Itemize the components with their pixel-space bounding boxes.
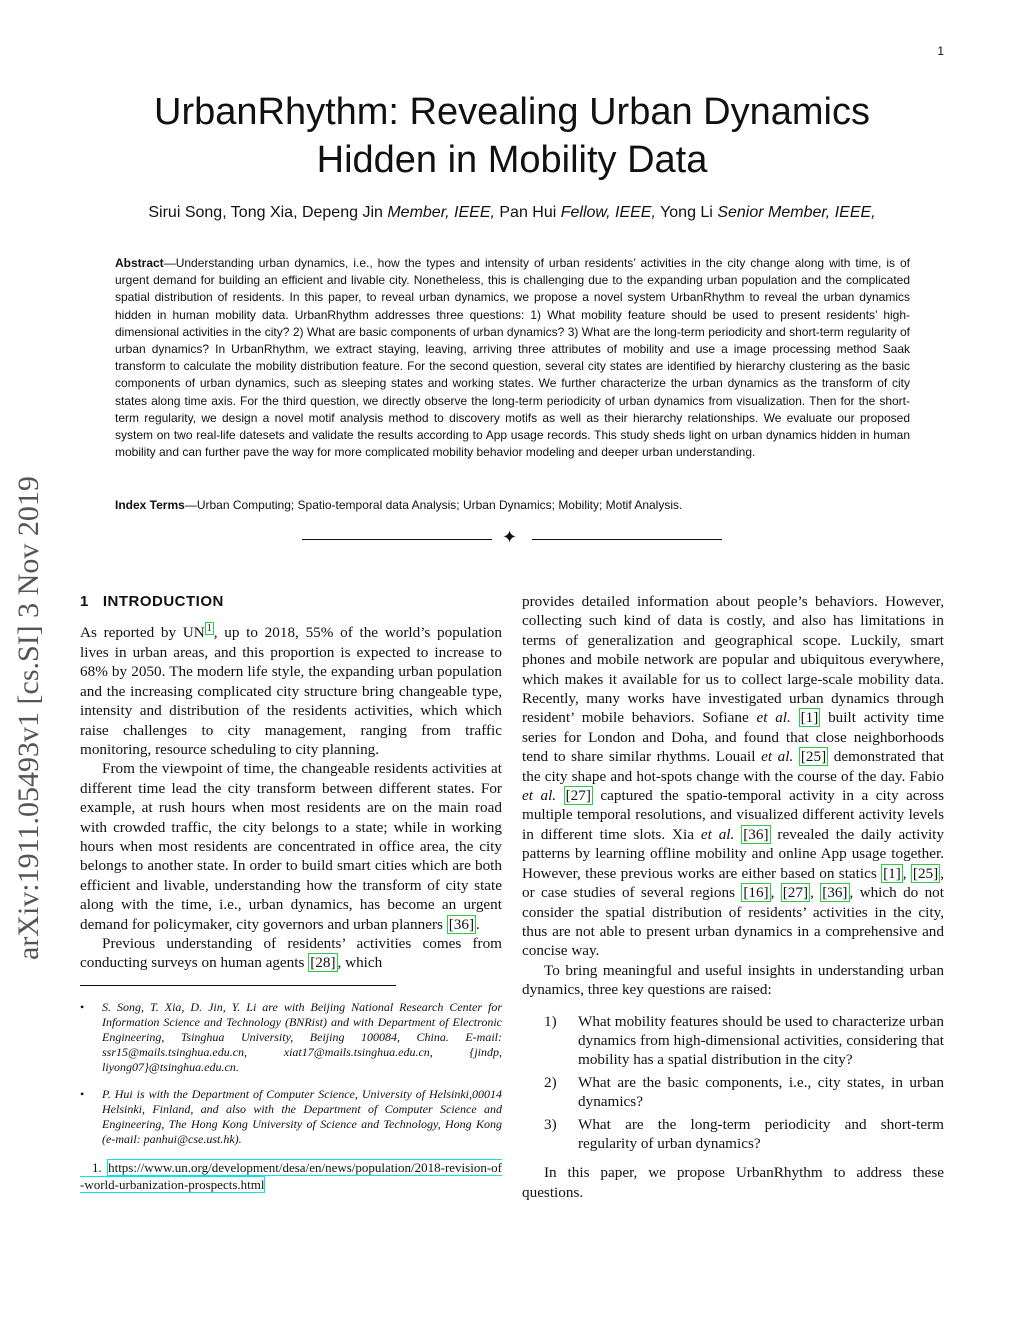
text-span: , xyxy=(770,884,781,902)
question-number: 3) xyxy=(544,1115,557,1133)
text-span: et al. xyxy=(756,709,791,727)
citation-link[interactable]: [25] xyxy=(912,864,939,882)
citation-link[interactable]: [36] xyxy=(822,884,848,902)
divider-line-left xyxy=(302,539,492,540)
bullet-icon: • xyxy=(80,1086,85,1101)
footnotes xyxy=(80,1000,502,1147)
citation-link[interactable]: [28] xyxy=(310,954,336,972)
section-title: INTRODUCTION xyxy=(102,593,224,610)
citation-link[interactable]: [1] xyxy=(883,864,901,882)
section-number: 1 xyxy=(80,593,89,610)
text-span: captured the spatio-temporal activity in a city across multiple temporal resolutions, and visualized different activity levels in different time slots. Xia xyxy=(522,787,945,843)
citation-link[interactable]: [27] xyxy=(782,884,809,902)
footnote-rule xyxy=(80,985,396,986)
title-line-1: UrbanRhythm: Revealing Urban Dynamics xyxy=(154,91,870,133)
intro-paragraph-6: In this paper, we propose UrbanRhythm to address these questions. xyxy=(522,1164,944,1201)
bullet-icon: • xyxy=(80,999,85,1014)
text-span: , xyxy=(810,884,821,902)
section-divider xyxy=(302,527,722,547)
url-footnote-number: 1. xyxy=(92,1159,102,1175)
question-number: 1) xyxy=(544,1012,557,1030)
citation-link[interactable]: [27] xyxy=(565,787,591,805)
text-span: , which xyxy=(337,954,383,972)
text-span: As reported by UN xyxy=(80,624,205,642)
text-span: , which do not consider the spatial distribution of residents’ activities in the city, thus are not able to present urban dynamics in a comprehensive and concise way. xyxy=(522,884,944,960)
index-terms xyxy=(115,498,910,512)
citation-link[interactable]: [36] xyxy=(448,915,475,933)
text-span: revealed the daily activity patterns by learning offline mobility and online App usage together. However, these previous works are either based on statics xyxy=(522,825,944,882)
question-item xyxy=(522,1115,944,1154)
authors-group-1-role: Member, IEEE, xyxy=(387,204,495,221)
author-list xyxy=(60,204,964,222)
text-span: . xyxy=(476,915,480,933)
citation-link[interactable]: [25] xyxy=(800,748,827,766)
divider-star-icon: ✦ xyxy=(502,527,518,547)
page-number: 1 xyxy=(937,44,944,58)
url-footnote xyxy=(80,1159,502,1193)
url-footnote-link[interactable]: https://www.un.org/development/desa/en/news/population/2018-revision-of-world-urbanization-prospects.html xyxy=(80,1159,502,1192)
intro-paragraph-1 xyxy=(80,619,502,759)
index-terms-text: —Urban Computing; Spatio-temporal data Analysis; Urban Dynamics; Mobility; Motif Analysis. xyxy=(184,498,683,512)
section-heading xyxy=(80,592,502,611)
right-column xyxy=(522,592,944,1202)
question-list xyxy=(522,1012,944,1154)
text-span: , or case studies of several regions xyxy=(522,864,945,902)
text-span: , xyxy=(902,864,911,882)
citation-link[interactable]: [16] xyxy=(743,884,769,902)
text-span: et al. xyxy=(700,825,735,843)
affiliation-footnote-1 xyxy=(80,1000,502,1075)
abstract xyxy=(115,255,910,461)
authors-group-3: Yong Li xyxy=(655,204,718,221)
question-item xyxy=(522,1012,944,1070)
text-span: Previous understanding of residents’ activities comes from conducting surveys on human agents xyxy=(80,934,502,972)
text-span: et al. xyxy=(522,787,557,805)
authors-group-1: Sirui Song, Tong Xia, Depeng Jin xyxy=(148,204,388,221)
affiliation-footnote-2 xyxy=(80,1087,502,1147)
authors-group-2-role: Fellow, IEEE, xyxy=(560,204,656,221)
footnote-text: P. Hui is with the Department of Computer Science, University of Helsinki,00014 Helsinki, Finland, and also with the Department of Computer Science and Engineering, The Hong Kong University of Science and Technology, Hong Kong (e-mail: panhui@cse.ust.hk). xyxy=(102,1086,502,1146)
question-number: 2) xyxy=(544,1073,557,1091)
footnote-ref-1[interactable]: 1 xyxy=(206,623,212,635)
index-terms-label: Index Terms xyxy=(115,498,185,512)
text-span: et al. xyxy=(761,748,794,766)
arxiv-identifier: arXiv:1911.05493v1 [cs.SI] 3 Nov 2019 xyxy=(12,476,45,960)
footnote-text: S. Song, T. Xia, D. Jin, Y. Li are with Beijing National Research Center for Information Science and Technology (BNRist) and with Department of Electronic Engineering, Tsinghua University, Beijing 100084, China. E-mail: ssr15@mails.tsinghua.edu.cn, xiat17@mails.tsinghua.edu.cn, {jindp, liyong07}@tsinghua.edu.cn. xyxy=(102,999,502,1074)
citation-link[interactable]: [36] xyxy=(743,825,769,843)
abstract-text: —Understanding urban dynamics, i.e., how the types and intensity of urban residents’ activities in the city change along with time, is of urgent demand for building an efficient and livable city. Nonetheless, this is challenging due to the expanding urban population and the complicated spatial distribution of residents. In this paper, to reveal urban dynamics, we propose a novel system UrbanRhythm to reveal the urban dynamics hidden in human mobility data. UrbanRhythm addresses three questions: 1) What mobility feature should be used to present residents’ high-dimensional activities in the city? 2) What are basic components of urban dynamics? 3) What are the long-term periodicity and short-term regularity of urban dynamics? In UrbanRhythm, we extract staying, leaving, arriving three attributes of mobility and use a image processing method Saak transform to calculate the mobility distribution feature. For the second question, several city states are identified by hierarchy clustering as the basic components of urban dynamics, such as sleeping states and working states. We further characterize the urban dynamics as the transform of city states along time axis. For the third question, we directly observe the long-term periodicity of urban dynamics from visualization. Then for the short-term regularity, we design a novel motif analysis method to discovery motifs as well as their hierarchy relationships. We evaluate our proposed system on two real-life datesets and validate the results according to App usage records. This study sheds light on urban dynamics hidden in human mobility and can further pave the way for more complicated mobility behavior modeling and deeper urban understanding. xyxy=(115,256,910,460)
intro-paragraph-4 xyxy=(522,592,944,961)
citation-link[interactable]: [1] xyxy=(800,709,819,727)
question-text: What mobility features should be used to characterize urban dynamics from high-dimensional activities, considering that mobility has a spatial distribution in the city? xyxy=(578,1012,944,1069)
text-span: , up to 2018, 55% of the world’s population lives in urban areas, and this proportion is expected to increase to 68% by 2050. The modern life style, the expanding urban population and the increasing complicated city structure bring changeable type, intensity and distribution of the residents activities, which which raise challenges to city management, ranging from traffic monitoring, resource scheduling to city planning. xyxy=(80,624,502,758)
intro-paragraph-3 xyxy=(80,934,502,973)
left-column xyxy=(80,592,502,1193)
intro-paragraph-5: To bring meaningful and useful insights in understanding urban dynamics, three key questions are raised: xyxy=(522,961,944,999)
abstract-label: Abstract xyxy=(115,256,164,270)
text-span: From the viewpoint of time, the changeable residents activities at different time lead the city transform between different states. For example, at rush hours when most residents are on the main road with crowded traffic, the city belongs to a state; while in working hours when most residents are concentrated in office area, the city belongs to another state. In order to build smart cities which are both efficient and livable, understanding how the transform of city state along with the time, i.e., urban dynamics, has become an urgent demand for policymaker, city governors and urban planners xyxy=(80,760,502,933)
authors-group-3-role: Senior Member, IEEE, xyxy=(717,204,876,221)
question-text: What are the long-term periodicity and short-term regularity of urban dynamics? xyxy=(578,1115,944,1152)
intro-paragraph-2 xyxy=(80,759,502,934)
paper-title xyxy=(100,88,924,184)
title-line-2: Hidden in Mobility Data xyxy=(316,139,708,181)
divider-line-right xyxy=(532,539,722,540)
question-text: What are the basic components, i.e., city states, in urban dynamics? xyxy=(578,1073,944,1111)
text-span: demonstrated that the city shape and hot-spots change with the course of the day. Fabio xyxy=(522,748,944,785)
text-span: provides detailed information about people’s behaviors. However, collecting such kind of data is costly, and also has limitations in terms of generalization and geographical scope. Luckily, smart phones and mobile network are popular and ubiquitous everywhere, which makes it available for us to collect large-scale mobility data. Recently, many works have investigated urban dynamics through resident’ mobile behaviors. Sofiane xyxy=(522,593,944,727)
question-item xyxy=(522,1073,944,1112)
text-span: built activity time series for London and Doha, and found that close neighborhoods tend to share similar rhythms. Louail xyxy=(522,709,944,766)
authors-group-2: Pan Hui xyxy=(494,204,561,221)
